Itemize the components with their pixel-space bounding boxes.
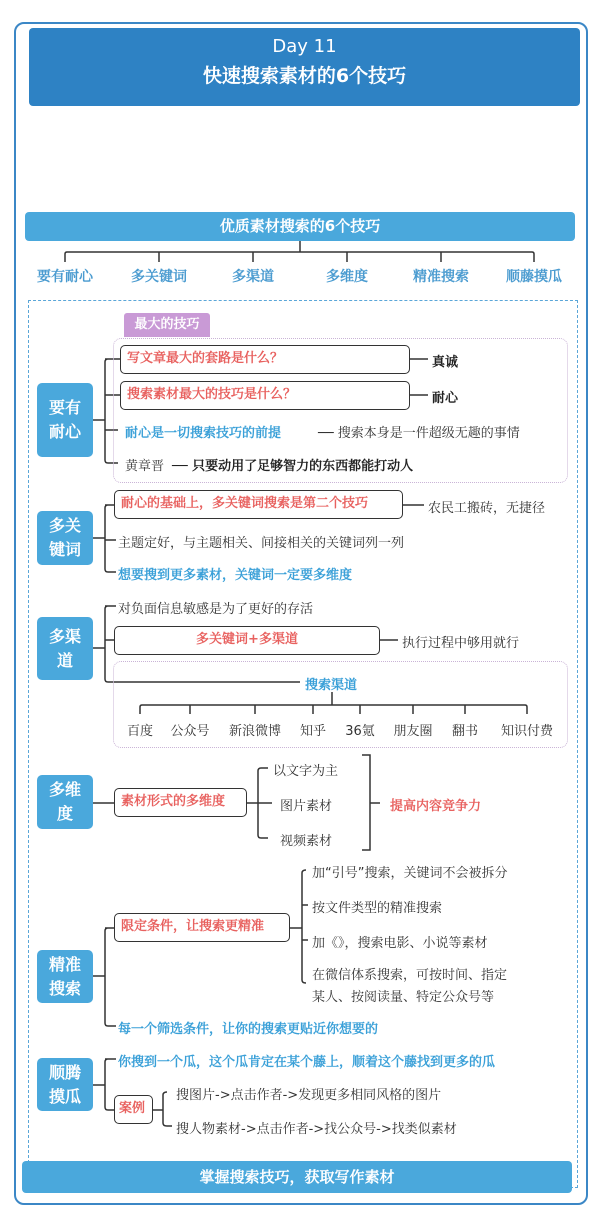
channel-item: 36氪: [345, 724, 375, 739]
section-dimensions: 多维度: [37, 775, 93, 829]
channels-item: 对负面信息敏感是为了更好的存活: [118, 602, 314, 617]
question-box: 搜索素材最大的技巧是什么？: [120, 381, 410, 410]
precise-highlight: 每一个筛选条件，让你的搜索更贴近你想要的: [118, 1022, 379, 1037]
channel-item: 知乎: [299, 724, 327, 739]
channel-item: 公众号: [170, 724, 210, 739]
channels-group-title: 搜索渠道: [305, 678, 358, 693]
precise-item: 加“引号”搜索，关键词不会被拆分: [312, 866, 508, 881]
channel-item: 翻书: [451, 724, 479, 739]
section-keywords: 多关键词: [37, 511, 93, 565]
tip-follow: 顺藤摸瓜: [506, 269, 562, 285]
quote-author: 黄章晋: [125, 459, 165, 474]
keywords-main-box: 耐心的基础上，多关键词搜索是第二个技巧: [114, 490, 403, 519]
channels-main-box: 多关键词+多渠道: [114, 626, 380, 655]
precise-item: 某人、按阅读量、特定公众号等: [312, 990, 495, 1005]
precise-main-box: 限定条件，让搜索更精准: [114, 913, 290, 942]
channel-item: 新浪微博: [228, 724, 282, 739]
page-title: 快速搜索素材的6个技巧: [202, 65, 407, 87]
precise-item: 加《》，搜索电影、小说等素材: [312, 936, 488, 951]
dimension-item: 图片素材: [280, 799, 333, 814]
tip-keywords: 多关键词: [131, 269, 187, 285]
tip-dimensions: 多维度: [326, 269, 368, 285]
channels-main-note: 执行过程中够用就行: [402, 636, 520, 651]
answer: 真诚: [432, 355, 459, 370]
quote: ── 只要动用了足够智力的东西都能打动人: [172, 459, 414, 474]
tip-channels: 多渠道: [232, 269, 274, 285]
keywords-item: 主题定好，与主题相关、间接相关的关键词列一列: [118, 536, 405, 551]
footer-bar: 掌握搜索技巧，获取写作素材: [22, 1161, 572, 1193]
dimensions-main-box: 素材形式的多维度: [114, 788, 247, 817]
precise-item: 在微信体系搜索，可按时间、指定: [312, 968, 508, 983]
keywords-main-note: 农民工搬砖，无捷径: [428, 501, 546, 516]
day-label: Day 11: [272, 36, 337, 57]
channel-item: 知识付费: [500, 724, 554, 739]
case-label-box: 案例: [114, 1095, 153, 1124]
tip-patience: 要有耐心: [37, 269, 93, 285]
section-patience: 要有耐心: [37, 383, 93, 457]
patience-note: 耐心是一切搜索技巧的前提: [125, 426, 282, 441]
precise-item: 按文件类型的精准搜索: [312, 901, 443, 916]
dimension-item: 视频素材: [280, 834, 333, 849]
subtitle-bar: 优质素材搜索的6个技巧: [25, 212, 575, 241]
tip-precise: 精准搜索: [413, 269, 469, 285]
case-item: 搜图片->点击作者->发现更多相同风格的图片: [176, 1088, 442, 1103]
keywords-highlight: 想要搜到更多素材，关键词一定要多维度: [118, 568, 353, 583]
channel-item: 百度: [126, 724, 154, 739]
channel-item: 朋友圈: [393, 724, 433, 739]
section-precise: 精准搜索: [37, 950, 93, 1003]
patience-note-detail: ── 搜索本身是一件超级无趣的事情: [318, 426, 520, 441]
case-item: 搜人物素材->点击作者->找公众号->找类似素材: [176, 1122, 457, 1137]
section-follow: 顺腾摸瓜: [37, 1058, 93, 1111]
answer: 耐心: [432, 391, 459, 406]
section-channels: 多渠道: [37, 617, 93, 680]
dimension-item: 以文字为主: [273, 764, 339, 779]
follow-highlight: 你搜到一个瓜，这个瓜肯定在某个藤上，顺着这个藤找到更多的瓜: [118, 1055, 496, 1070]
biggest-tip-tag: 最大的技巧: [124, 313, 210, 337]
dimensions-result: 提高内容竞争力: [390, 799, 482, 814]
question-box: 写文章最大的套路是什么？: [120, 345, 410, 374]
